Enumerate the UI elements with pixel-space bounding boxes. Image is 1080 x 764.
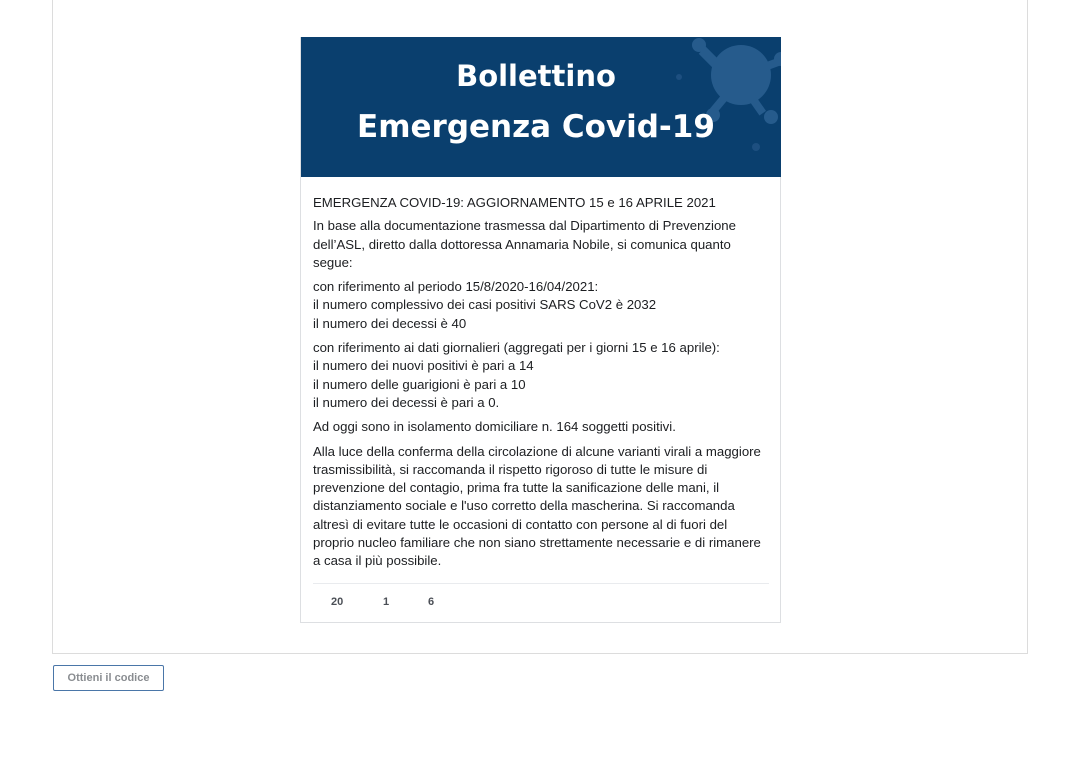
daily-stats (313, 339, 771, 412)
virus-icon (301, 37, 781, 177)
post-intro: In base alla documentazione trasmessa dal Dipartimento di Prevenzione dell’ASL, diretto dalla dottoressa Annamaria Nobile, si comunica quanto segue: (313, 218, 736, 270)
recommendation-text: Alla luce della conferma della circolazione di alcune varianti virali a maggiore trasmissibilità, si raccomanda il rispetto rigoroso di tutte le misure di prevenzione del contagio, prima fra tutte la sanificazione delle mani, il distanziamento sociale e l'uso corretto della mascherina. Si raccomanda altresì di evitare tutte le occasioni di contatto con persone al di fuori del proprio nucleo familiare che non siano strettamente necessarie e di rimanere a casa il più possibile. (313, 443, 761, 569)
daily-heading: con riferimento ai dati giornalieri (aggregati per i giorni 15 e 16 aprile): (313, 340, 720, 356)
shares-count[interactable]: 6 (428, 596, 435, 608)
period-positives: il numero complessivo dei casi positivi SARS CoV2 è 2032 (313, 297, 657, 313)
reactions-divider (313, 583, 769, 584)
daily-deaths: il numero dei decessi è pari a 0. (313, 394, 500, 410)
period-heading: con riferimento al periodo 15/8/2020-16/04/2021: (313, 279, 599, 295)
facebook-post-card (300, 37, 781, 623)
comments-count[interactable]: 1 (383, 596, 390, 608)
period-stats (313, 278, 771, 333)
post-title: EMERGENZA COVID-19: AGGIORNAMENTO 15 e 16 APRILE 2021 (313, 195, 716, 210)
banner-title-line-2: Emergenza Covid-19 (357, 109, 715, 145)
daily-recoveries: il numero delle guarigioni è pari a 10 (313, 376, 526, 392)
daily-new-positives: il numero dei nuovi positivi è pari a 14 (313, 358, 534, 374)
bulletin-banner-image[interactable] (301, 37, 781, 177)
get-code-button[interactable]: Ottieni il codice (53, 665, 164, 691)
banner-title-line-1: Bollettino (456, 59, 616, 93)
isolation-count: Ad oggi sono in isolamento domiciliare n. 164 soggetti positivi. (313, 419, 676, 435)
likes-count[interactable]: 20 (331, 596, 344, 608)
period-deaths: il numero dei decessi è 40 (313, 315, 467, 331)
post-text (313, 194, 771, 577)
